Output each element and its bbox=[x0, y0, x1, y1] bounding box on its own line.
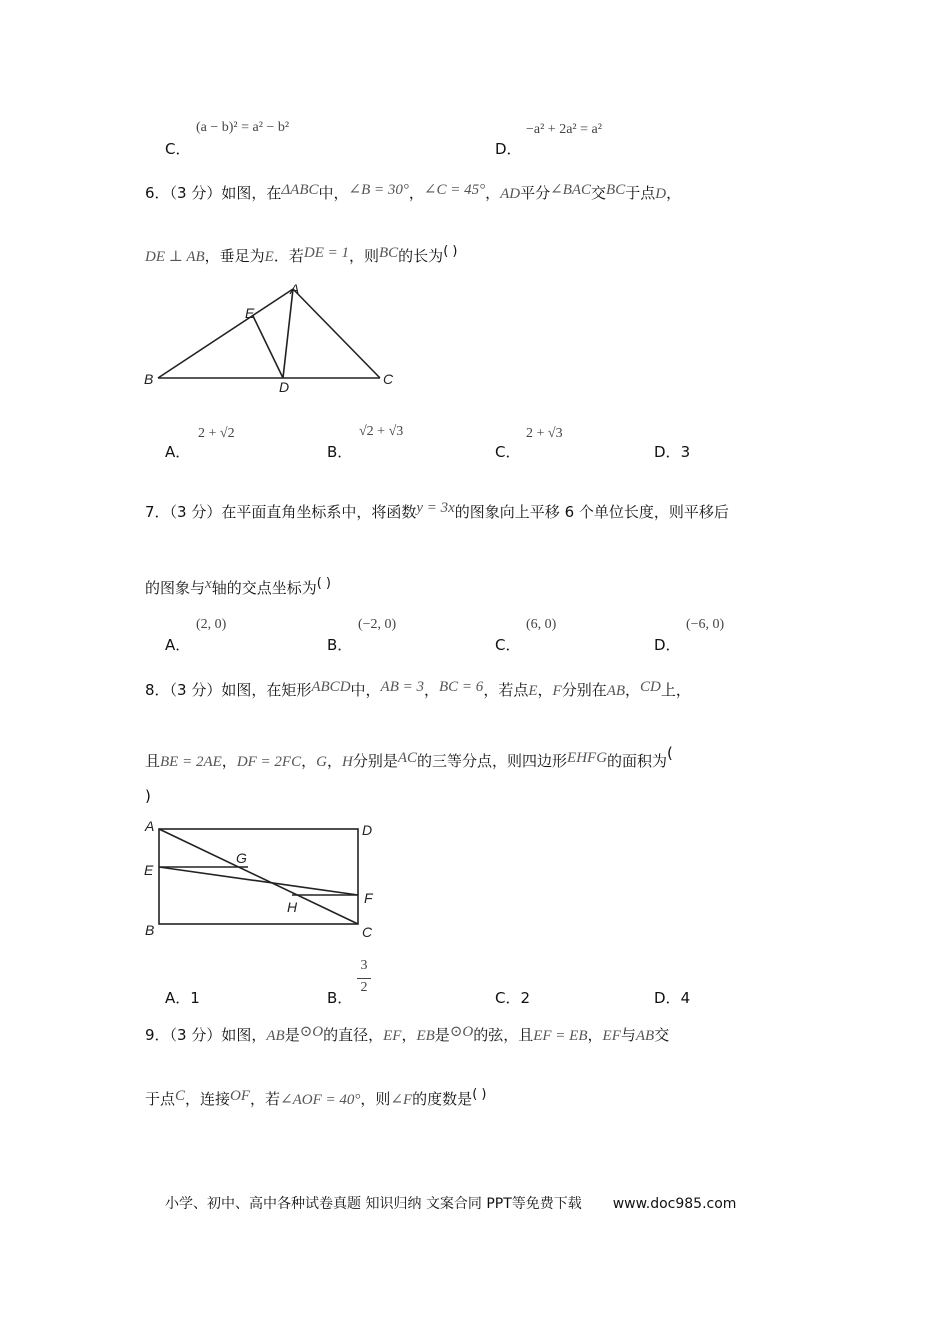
q8-option-b-fraction-bar bbox=[357, 978, 371, 979]
q8-label-h: H bbox=[287, 899, 298, 915]
footer-text: 小学、初中、高中各种试卷真题 知识归纳 文案合同 PPT等免费下载 bbox=[165, 1196, 582, 1212]
q6-option-a-label: A． bbox=[165, 443, 191, 461]
q6-option-a-expr: 2 + √2 bbox=[198, 426, 235, 441]
q7-option-a-expr: (2, 0) bbox=[196, 617, 227, 632]
q8-line1: 8．（3 分）如图，在矩形ABCD中，AB = 3，BC = 6，若点E，F分别在AB，CD上， bbox=[145, 679, 691, 699]
q8-line2: 且BE = 2AE，DF = 2FC，G，H分别是AC的三等分点，则四边形EHFG的面积为( bbox=[145, 744, 673, 770]
q6-label-c: C bbox=[383, 371, 394, 387]
q6-option-c-label: C． bbox=[495, 443, 521, 461]
q6-label-d: D bbox=[279, 379, 290, 395]
q8-option-b-denominator: 2 bbox=[360, 980, 368, 995]
page-footer bbox=[165, 1193, 736, 1213]
q8-option-c: C．2 bbox=[495, 989, 531, 1007]
q7-option-b-label: B． bbox=[327, 636, 353, 654]
q8-label-a: A bbox=[145, 818, 155, 834]
q7-option-c-expr: (6, 0) bbox=[526, 617, 557, 632]
q8-option-b-numerator: 3 bbox=[360, 958, 368, 973]
q6-line2: DE ⊥ AB，垂足为E．若DE = 1，则BC的长为( ) bbox=[145, 244, 458, 265]
footer-url[interactable]: www.doc985.com bbox=[612, 1196, 737, 1212]
q6-line1: 6．（3 分）如图，在ΔABC中，∠B = 30°，∠C = 45°，AD平分∠BAC交BC于点D， bbox=[145, 182, 682, 202]
q8-label-d: D bbox=[362, 822, 373, 838]
q8-paren-close: ) bbox=[145, 787, 151, 805]
q8-label-c: C bbox=[362, 924, 373, 940]
q8-label-f: F bbox=[364, 890, 373, 906]
q6-label-e: E bbox=[245, 305, 255, 321]
q6-option-b-label: B． bbox=[327, 443, 353, 461]
q8-option-d: D．4 bbox=[654, 989, 691, 1007]
q8-label-b: B bbox=[145, 922, 155, 938]
q9-line1: 9．（3 分）如图，AB是⊙O的直径，EF，EB是⊙O的弦，且EF = EB，EF与AB交 bbox=[145, 1024, 670, 1044]
q5-option-d-expr: −a² + 2a² = a² bbox=[526, 122, 602, 137]
q6-option-b-expr: √2 + √3 bbox=[359, 424, 404, 439]
q8-label-g: G bbox=[236, 850, 247, 866]
q8-label-e: E bbox=[144, 862, 154, 878]
q7-option-c-label: C． bbox=[495, 636, 521, 654]
q6-option-d-label: D．3 bbox=[654, 443, 691, 461]
q6-label-a: A bbox=[290, 281, 300, 297]
q5-option-d-label: D． bbox=[495, 140, 522, 158]
q5-option-c-expr: (a − b)² = a² − b² bbox=[196, 120, 290, 135]
q7-line2: 的图象与x轴的交点坐标为( ) bbox=[145, 576, 331, 597]
q8-rectangle-figure bbox=[140, 815, 390, 945]
q7-line1: 7．（3 分）在平面直角坐标系中，将函数y = 3x的图象向上平移 6 个单位长度，则平移后 bbox=[145, 500, 729, 521]
q8-option-b-label: B． bbox=[327, 989, 353, 1007]
q6-label-b: B bbox=[144, 371, 154, 387]
q7-option-b-expr: (−2, 0) bbox=[358, 617, 397, 632]
q6-triangle-figure bbox=[140, 280, 410, 400]
q7-option-a-label: A． bbox=[165, 636, 191, 654]
q7-option-d-label: D． bbox=[654, 636, 681, 654]
q5-option-c-label: C． bbox=[165, 140, 191, 158]
q8-option-a: A．1 bbox=[165, 989, 200, 1007]
q6-option-c-expr: 2 + √3 bbox=[526, 426, 563, 441]
q9-line2: 于点C，连接OF，若∠AOF = 40°，则∠F的度数是( ) bbox=[145, 1087, 487, 1108]
q7-option-d-expr: (−6, 0) bbox=[686, 617, 725, 632]
